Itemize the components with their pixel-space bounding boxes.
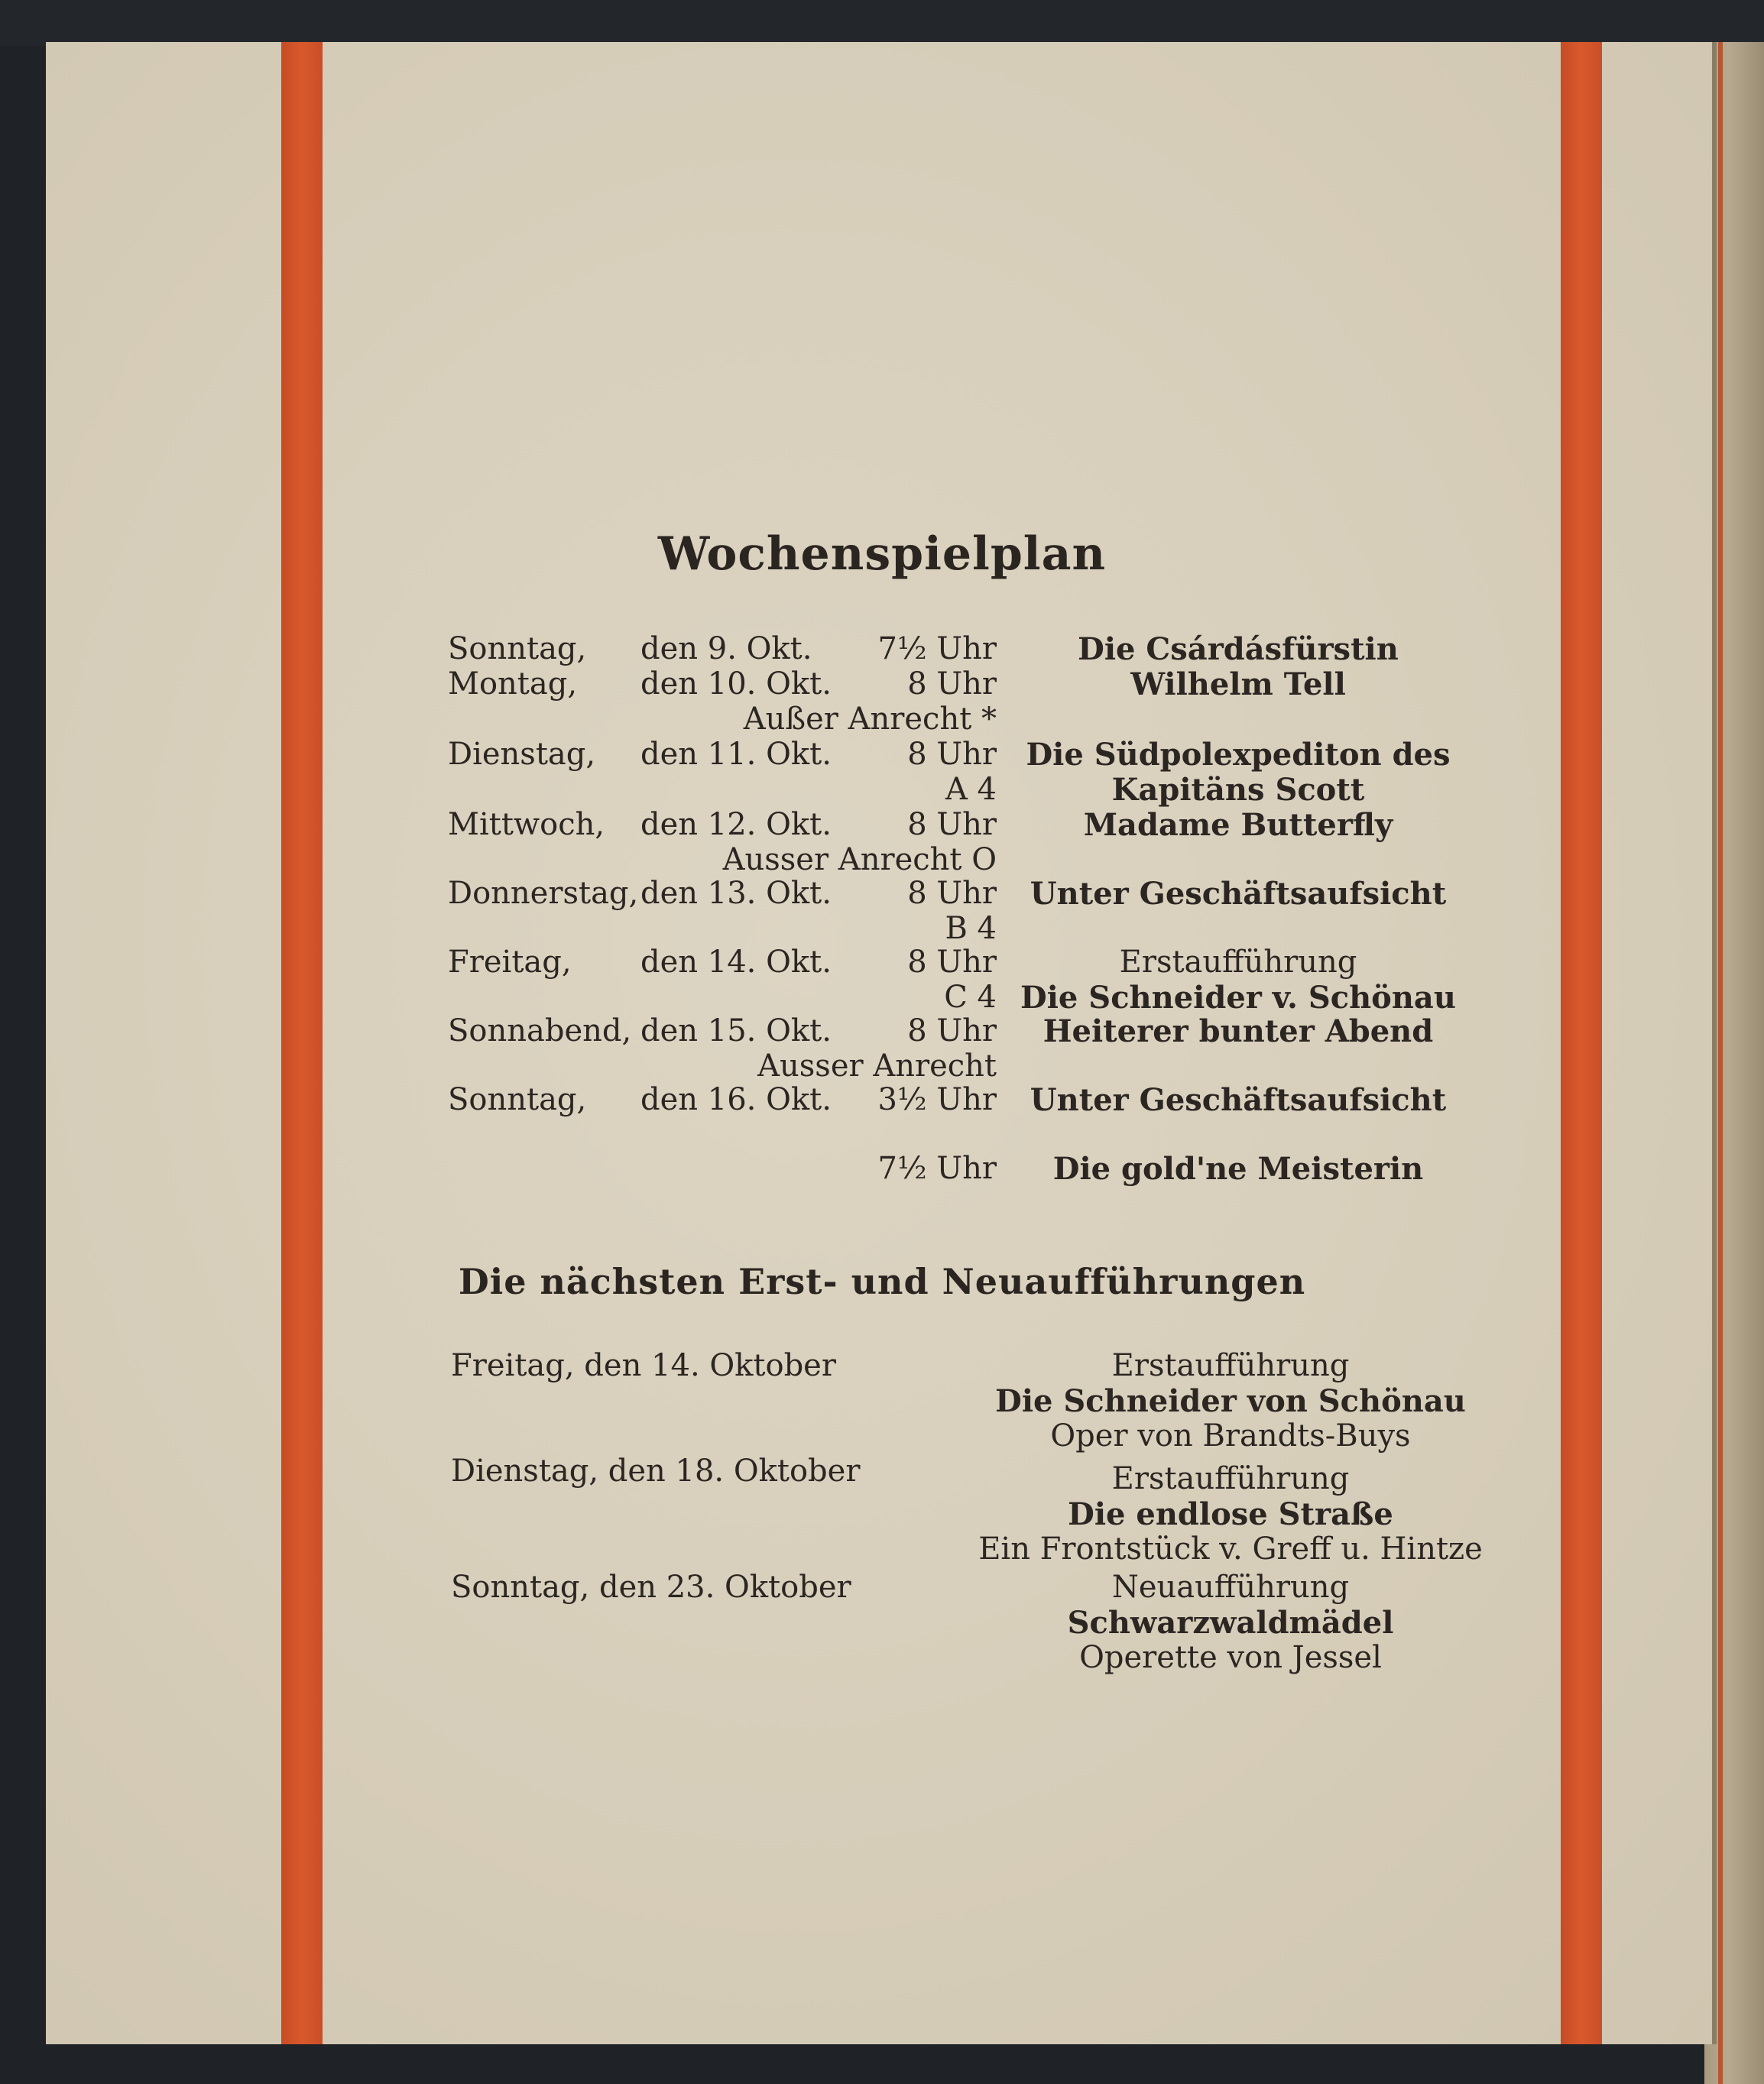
upcoming-row (0, 1640, 1764, 1675)
time-label: 8 Uhr (907, 737, 997, 772)
play-title-continued: Kapitäns Scott (1111, 772, 1365, 808)
time-label: 7½ Uhr (877, 631, 997, 666)
play-title: Die Schneider v. Schönau (1020, 980, 1456, 1016)
time-label: 8 Uhr (907, 807, 997, 842)
day-label: Dienstag, (448, 737, 596, 772)
upcoming-row (0, 1418, 1764, 1454)
date-label: den 12. Okt. (640, 807, 832, 842)
subscription-note: B 4 (945, 911, 997, 946)
schedule-subrow (0, 980, 1764, 1015)
day-label: Donnerstag, (448, 876, 639, 911)
upcoming-title: Die endlose Straße (1068, 1496, 1393, 1532)
page-title: Wochenspielplan (657, 527, 1107, 581)
play-title: Heiterer bunter Abend (1043, 1013, 1434, 1049)
upcoming-date: Sonntag, den 23. Oktober (451, 1570, 851, 1605)
play-title: Unter Geschäftsaufsicht (1030, 876, 1447, 912)
day-label: Mittwoch, (448, 807, 605, 842)
upcoming-row (0, 1531, 1764, 1567)
play-title: Unter Geschäftsaufsicht (1030, 1082, 1447, 1118)
time-label: 8 Uhr (907, 876, 997, 911)
time-label: 8 Uhr (907, 945, 997, 980)
schedule-row (0, 1082, 1764, 1117)
time-label: 3½ Uhr (877, 1082, 997, 1117)
date-label: den 14. Okt. (640, 945, 832, 980)
backdrop (0, 0, 1764, 46)
upcoming-date: Dienstag, den 18. Oktober (451, 1454, 861, 1489)
subscription-note: Außer Anrecht * (743, 702, 997, 737)
upcoming-row (0, 1496, 1764, 1531)
day-label: Sonntag, (448, 631, 587, 666)
day-label: Sonntag, (448, 1082, 587, 1117)
upcoming-detail: Oper von Brandts-Buys (1050, 1418, 1411, 1454)
subscription-note: C 4 (944, 980, 997, 1015)
schedule-row (0, 666, 1764, 702)
upcoming-kind: Erstaufführung (1111, 1461, 1350, 1496)
subscription-note: Ausser Anrecht (757, 1048, 997, 1084)
schedule-row (0, 737, 1764, 772)
day-label: Freitag, (448, 945, 572, 980)
day-label: Sonnabend, (448, 1013, 632, 1048)
upcoming-title: Die Schneider von Schönau (995, 1383, 1466, 1419)
upcoming-heading: Die nächsten Erst- und Neuaufführungen (458, 1261, 1306, 1302)
schedule-row (0, 1013, 1764, 1048)
schedule-row (0, 876, 1764, 911)
upcoming-kind: Neuaufführung (1111, 1570, 1350, 1605)
upcoming-row (0, 1461, 1764, 1496)
upcoming-row (0, 1383, 1764, 1418)
date-label: den 9. Okt. (640, 631, 812, 666)
schedule-subrow (0, 911, 1764, 946)
upcoming-row (0, 1348, 1764, 1383)
schedule-subrow (0, 1048, 1764, 1084)
schedule-row (0, 807, 1764, 842)
subscription-note: Ausser Anrecht O (722, 842, 997, 877)
date-label: den 11. Okt. (640, 737, 832, 772)
upcoming-row (0, 1605, 1764, 1640)
schedule-row (0, 631, 1764, 666)
schedule-row (0, 1151, 1764, 1186)
upcoming-title: Schwarzwaldmädel (1067, 1605, 1394, 1641)
day-label: Montag, (448, 666, 578, 702)
upcoming-date: Freitag, den 14. Oktober (451, 1348, 836, 1383)
date-label: den 13. Okt. (640, 876, 832, 911)
schedule-subrow (0, 772, 1764, 807)
date-label: den 16. Okt. (640, 1082, 832, 1117)
time-label: 8 Uhr (907, 666, 997, 702)
upcoming-kind: Erstaufführung (1111, 1348, 1350, 1383)
schedule-subrow (0, 842, 1764, 877)
play-premiere-label: Erstaufführung (1119, 945, 1357, 980)
date-label: den 10. Okt. (640, 666, 832, 702)
upcoming-detail: Operette von Jessel (1079, 1640, 1382, 1675)
schedule-row (0, 945, 1764, 980)
time-label: 7½ Uhr (877, 1151, 997, 1186)
play-title: Wilhelm Tell (1130, 666, 1346, 702)
time-label: 8 Uhr (907, 1013, 997, 1048)
subscription-note: A 4 (945, 772, 997, 807)
upcoming-detail: Ein Frontstück v. Greff u. Hintze (978, 1531, 1483, 1567)
play-title: Madame Butterfly (1083, 807, 1393, 843)
play-title: Die Südpolexpediton des (1026, 737, 1451, 773)
date-label: den 15. Okt. (640, 1013, 832, 1048)
play-title: Die gold'ne Meisterin (1052, 1151, 1424, 1187)
schedule-subrow (0, 702, 1764, 737)
upcoming-row (0, 1570, 1764, 1605)
play-title: Die Csárdásfürstin (1078, 631, 1399, 667)
